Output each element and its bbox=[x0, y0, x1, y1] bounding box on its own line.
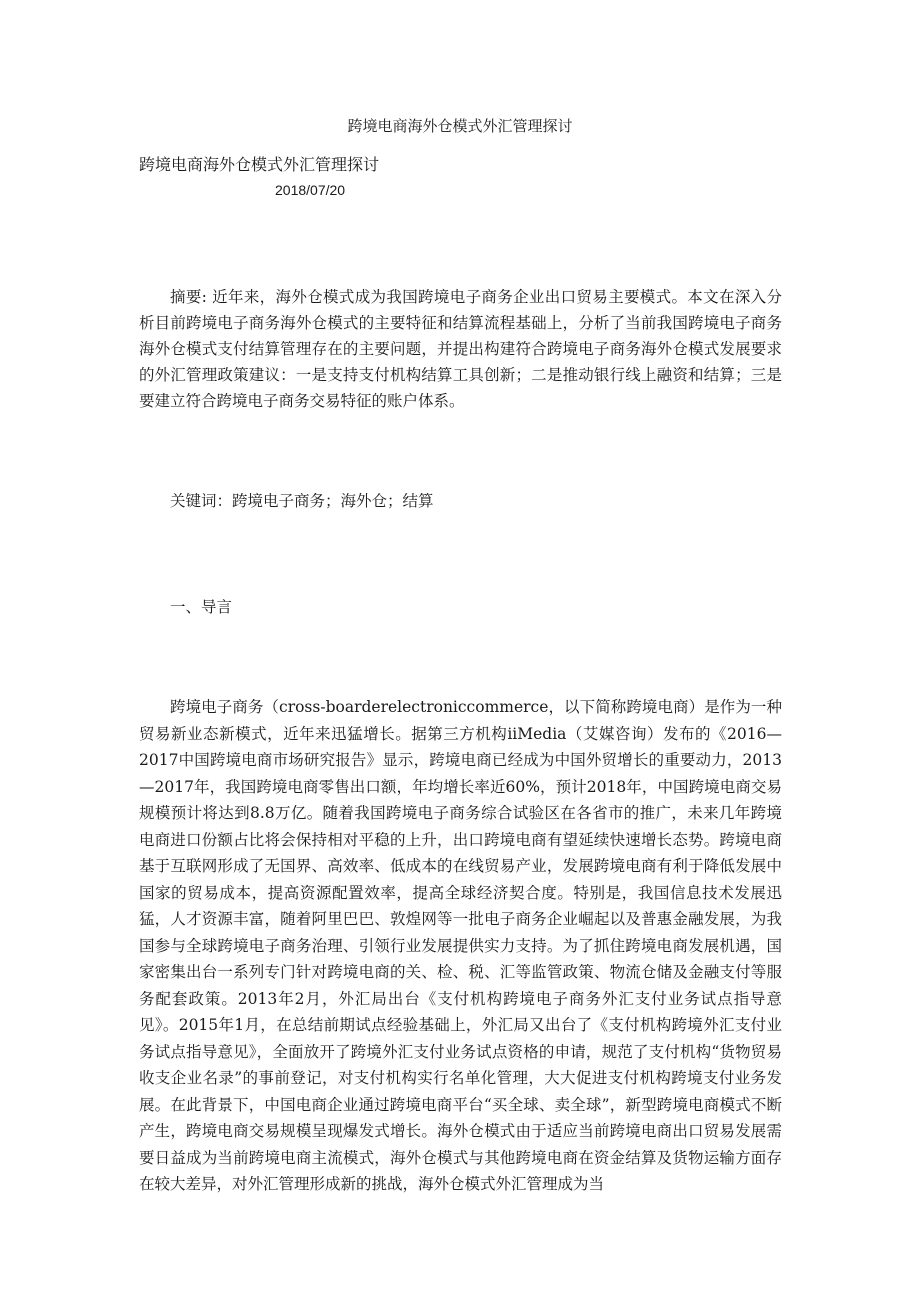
article-title: 跨境电商海外仓模式外汇管理探讨 bbox=[139, 155, 380, 174]
section-heading: 一、导言 bbox=[170, 598, 233, 616]
keywords-line: 关键词：跨境电子商务；海外仓；结算 bbox=[170, 492, 434, 510]
publish-date: 2018/07/20 bbox=[275, 182, 346, 198]
body-paragraph: 跨境电子商务（cross-boarderelectroniccommerce，以下简称跨境电商）是作为一种贸易新业态新模式，近年来迅猛增长。据第三方机构iiMedia（艾媒咨询）发布的《2016—2017中国跨境电商市场研究报告》显示，跨境电商已经成为中国外贸增长的重要动力，2013—2017年，我国跨境电商零售出口额，年均增长率近60%，预计2018年，中国跨境电商交易规模预计将达到8.8万亿。随着我国跨境电子商务综合试验区在各省市的推广，未来几年跨境电商进口份额占比将会保持相对平稳的上升，出口跨境电商有望延续快速增长态势。跨境电商基于互联网形成了无国界、高效率、低成本的在线贸易产业，发展跨境电商有利于降低发展中国家的贸易成本，提高资源配置效率，提高全球经济契合度。特别是，我国信息技术发展迅猛，人才资源丰富，随着阿里巴巴、敦煌网等一批电子商务企业崛起以及普惠金融发展，为我国参与全球跨境电子商务治理、引领行业发展提供实力支持。为了抓住跨境电商发展机遇，国家密集出台一系列专门针对跨境电商的关、检、税、汇等监管政策、物流仓储及金融支付等服务配套政策。2013年2月，外汇局出台《支付机构跨境电子商务外汇支付业务试点指导意见》。2015年1月，在总结前期试点经验基础上，外汇局又出台了《支付机构跨境外汇支付业务试点指导意见》，全面放开了跨境外汇支付业务试点资格的申请，规范了支付机构“货物贸易收支企业名录”的事前登记，对支付机构实行名单化管理，大大促进支付机构跨境支付业务发展。在此背景下，中国电商企业通过跨境电商平台“买全球、卖全球”，新型跨境电商模式不断产生，跨境电商交易规模呈现爆发式增长。海外仓模式由于适应当前跨境电商出口贸易发展需要日益成为当前跨境电商主流模式，海外仓模式与其他跨境电商在资金结算及货物运输方面存在较大差异，对外汇管理形成新的挑战，海外仓模式外汇管理成为当 bbox=[139, 698, 782, 1193]
abstract-paragraph: 摘要: 近年来，海外仓模式成为我国跨境电子商务企业出口贸易主要模式。本文在深入分析目前跨境电子商务海外仓模式的主要特征和结算流程基础上，分析了当前我国跨境电子商务海外仓模式支付结算管理存在的主要问题，并提出构建符合跨境电子商务海外仓模式发展要求的外汇管理政策建议：一是支持支付机构结算工具创新；二是推动银行线上融资和结算；三是要建立符合跨境电子商务交易特征的账户体系。 bbox=[139, 288, 782, 410]
document-title: 跨境电商海外仓模式外汇管理探讨 bbox=[347, 117, 573, 135]
